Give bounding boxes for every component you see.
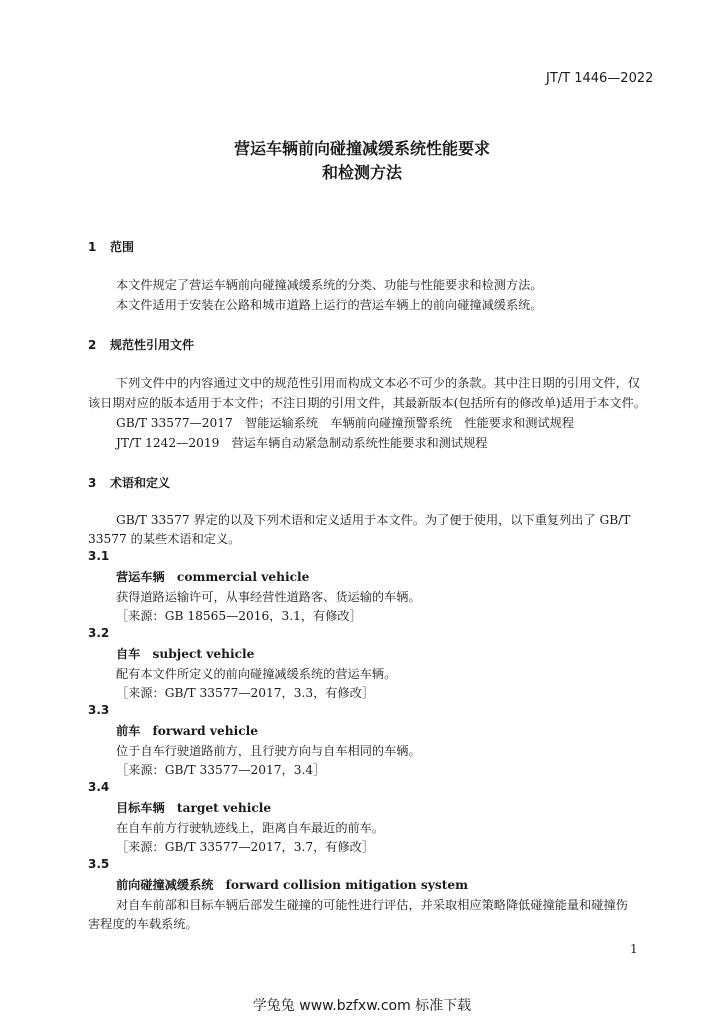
section-heading-scope bbox=[88, 238, 134, 255]
term-definition: 在自车前方行驶轨迹线上，距离自车最近的前车。 bbox=[116, 821, 385, 835]
section-number: 1 bbox=[88, 240, 97, 254]
term-source: ［来源：GB 18565—2016，3.1，有修改］ bbox=[116, 609, 362, 623]
page-number: 1 bbox=[630, 942, 638, 956]
section-number: 3 bbox=[88, 476, 97, 490]
term-name: 目标车辆 target vehicle bbox=[116, 801, 272, 815]
term-source: ［来源：GB/T 33577—2017，3.4］ bbox=[116, 763, 326, 777]
term-name: 前车 forward vehicle bbox=[116, 724, 259, 738]
term-source: ［来源：GB/T 33577—2017，3.3，有修改］ bbox=[116, 686, 375, 700]
paragraph: 本文件适用于安装在公路和城市道路上运行的营运车辆上的前向碰撞减缓系统。 bbox=[116, 298, 543, 312]
term-definition: 位于自车行驶道路前方，且行驶方向与自车相同的车辆。 bbox=[116, 744, 421, 758]
reference-item: JT/T 1242—2019 营运车辆自动紧急制动系统性能要求和测试规程 bbox=[116, 436, 488, 450]
reference-item: GB/T 33577—2017 智能运输系统 车辆前向碰撞预警系统 性能要求和测试规程 bbox=[116, 416, 575, 430]
term-name: 前向碰撞减缓系统 forward collision mitigation system bbox=[116, 878, 468, 892]
term-name: 营运车辆 commercial vehicle bbox=[116, 570, 310, 584]
term-definition: 配有本文件所定义的前向碰撞减缓系统的营运车辆。 bbox=[116, 667, 397, 681]
section-title: 术语和定义 bbox=[110, 476, 171, 490]
term-number: 3.1 bbox=[88, 549, 110, 563]
document-title-line2: 和检测方法 bbox=[321, 163, 402, 182]
document-code: JT/T 1446—2022 bbox=[546, 71, 654, 86]
paragraph: 本文件规定了营运车辆前向碰撞减缓系统的分类、功能与性能要求和检测方法。 bbox=[116, 278, 543, 292]
paragraph: 该日期对应的版本适用于本文件；不注日期的引用文件，其最新版本(包括所有的修改单)适用于本文件。 bbox=[88, 396, 646, 410]
section-heading-normative-references bbox=[88, 336, 194, 353]
paragraph: 33577 的某些术语和定义。 bbox=[88, 532, 241, 546]
term-definition: 获得道路运输许可，从事经营性道路客、货运输的车辆。 bbox=[116, 590, 421, 604]
term-definition-continued: 害程度的车载系统。 bbox=[88, 917, 198, 931]
section-title: 规范性引用文件 bbox=[110, 338, 195, 352]
section-title: 范围 bbox=[110, 240, 135, 254]
paragraph: 下列文件中的内容通过文中的规范性引用而构成文本必不可少的条款。其中注日期的引用文件，仅 bbox=[116, 376, 641, 390]
term-definition: 对自车前部和目标车辆后部发生碰撞的可能性进行评估，并采取相应策略降低碰撞能量和碰撞伤 bbox=[116, 898, 628, 912]
paragraph: GB/T 33577 界定的以及下列术语和定义适用于本文件。为了便于使用，以下重复列出了 GB/T bbox=[116, 513, 631, 527]
term-name: 自车 subject vehicle bbox=[116, 647, 255, 661]
term-number: 3.4 bbox=[88, 780, 110, 794]
footer-watermark: 学兔兔 www.bzfxw.com 标准下载 bbox=[252, 998, 472, 1014]
term-number: 3.5 bbox=[88, 857, 110, 871]
term-source: ［来源：GB/T 33577—2017，3.7，有修改］ bbox=[116, 840, 375, 854]
document-title-line1: 营运车辆前向碰撞减缓系统性能要求 bbox=[233, 139, 490, 158]
term-number: 3.2 bbox=[88, 626, 110, 640]
section-heading-terms bbox=[88, 474, 170, 491]
section-number: 2 bbox=[88, 338, 97, 352]
term-number: 3.3 bbox=[88, 703, 110, 717]
